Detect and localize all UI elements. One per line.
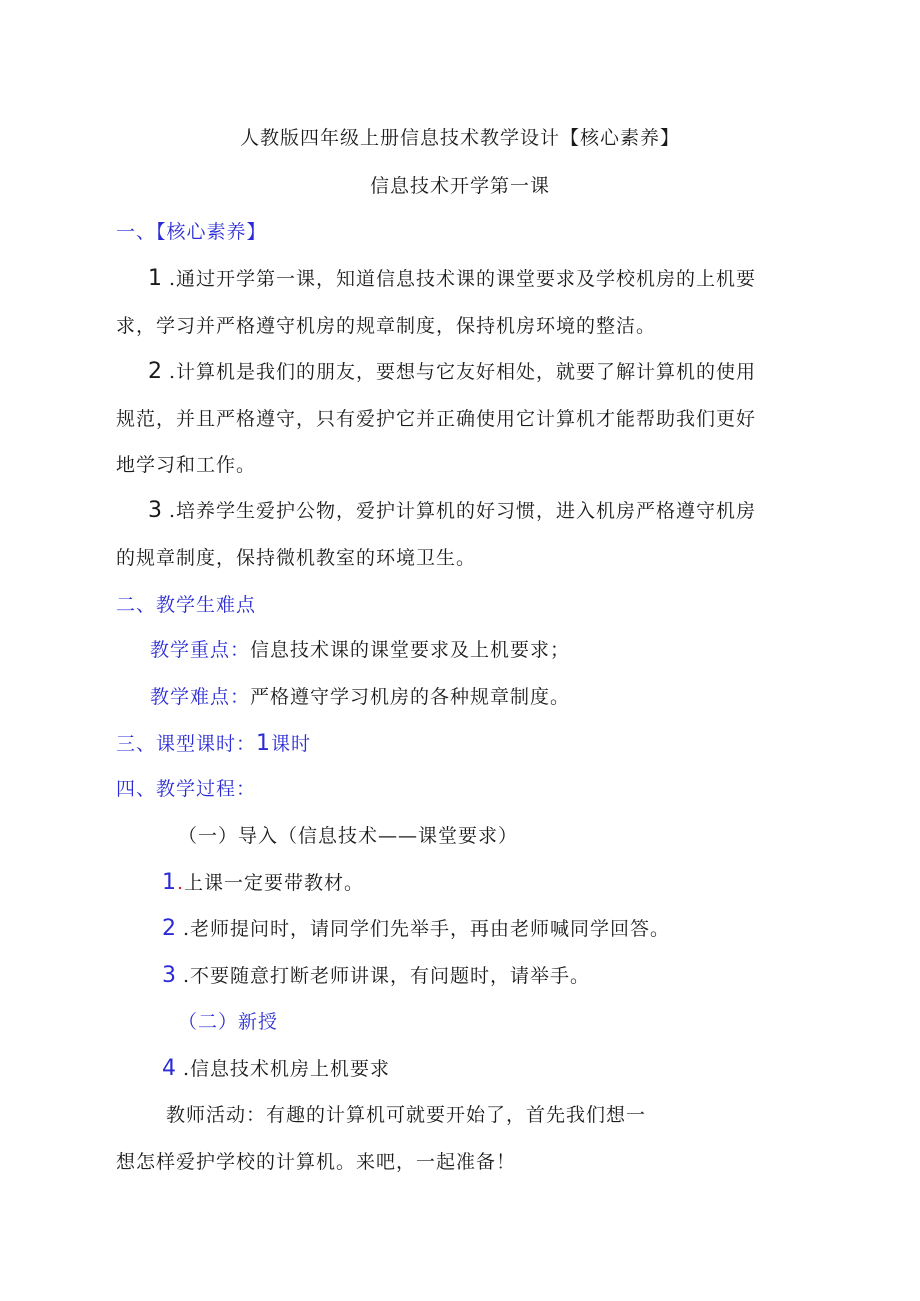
section-4-heading: 四、教学过程： [116, 778, 257, 800]
section-3-heading [116, 730, 311, 758]
rule-2-number: 2 [162, 916, 177, 941]
section-3-heading-prefix: 三、课型课时： [116, 733, 257, 755]
core-item-1 [148, 265, 756, 293]
rule-3 [162, 962, 590, 990]
part-1-title: （一）导入（信息技术——课堂要求） [178, 825, 519, 847]
difficult-point-text: 严格遵守学习机房的各种规章制度。 [250, 686, 571, 708]
key-point-label: 教学重点： [150, 639, 251, 661]
item-4-text: .信息技术机房上机要求 [183, 1058, 391, 1080]
teacher-activity-line-1: 教师活动：有趣的计算机可就要开始了，首先我们想一 [166, 1104, 647, 1126]
rule-2-text: 老师提问时，请同学们先举手，再由老师喊同学回答。 [190, 918, 671, 940]
teacher-activity-line-2: 想怎样爱护学校的计算机。来吧，一起准备！ [116, 1151, 517, 1173]
rule-1 [162, 869, 364, 897]
part-2-title: （二）新授 [178, 1011, 279, 1033]
core-item-2-line-3: 地学习和工作。 [116, 454, 257, 476]
rule-2-dot: . [183, 918, 191, 940]
key-point-text: 信息技术课的课堂要求及上机要求； [250, 639, 571, 661]
difficult-point [150, 683, 570, 711]
section-3-heading-number: 1 [256, 731, 272, 756]
rule-1-number: 1 [162, 870, 177, 895]
core-item-2-line-2: 规范，并且严格遵守，只有爱护它并正确使用它计算机才能帮助我们更好 [116, 408, 757, 430]
key-point [150, 636, 570, 664]
rule-3-text: 不要随意打断老师讲课，有问题时，请举手。 [190, 965, 591, 987]
rule-2 [162, 915, 670, 943]
item-4-number: 4 [162, 1056, 177, 1081]
core-item-1-line-2: 求，学习并严格遵守机房的规章制度，保持机房环境的整洁。 [116, 315, 657, 337]
section-2-heading: 二、教学生难点 [116, 594, 257, 616]
section-3-heading-suffix: 课时 [271, 733, 312, 755]
core-item-3-line-1: .培养学生爱护公物，爱护计算机的好习惯，进入机房严格遵守机房 [169, 500, 757, 522]
core-item-3 [148, 497, 756, 525]
document-title: 人教版四年级上册信息技术教学设计【核心素养】 [239, 127, 680, 149]
core-item-2-number: 2 [148, 359, 163, 384]
core-item-2 [148, 358, 756, 386]
core-item-3-line-2: 的规章制度，保持微机教室的环境卫生。 [116, 547, 477, 569]
core-item-3-number: 3 [148, 498, 163, 523]
rule-3-dot: . [183, 965, 191, 987]
rule-1-dot: . [177, 872, 185, 894]
item-4 [162, 1055, 390, 1083]
core-item-1-number: 1 [148, 266, 163, 291]
difficult-point-label: 教学难点： [150, 686, 251, 708]
document-subtitle: 信息技术开学第一课 [369, 175, 550, 197]
core-item-2-line-1: .计算机是我们的朋友，要想与它友好相处，就要了解计算机的使用 [169, 361, 757, 383]
rule-3-number: 3 [162, 963, 177, 988]
core-item-1-line-1: .通过开学第一课，知道信息技术课的课堂要求及学校机房的上机要 [169, 268, 757, 290]
section-1-heading: 一、【核心素养】 [116, 221, 267, 243]
rule-1-text: 上课一定要带教材。 [184, 872, 365, 894]
